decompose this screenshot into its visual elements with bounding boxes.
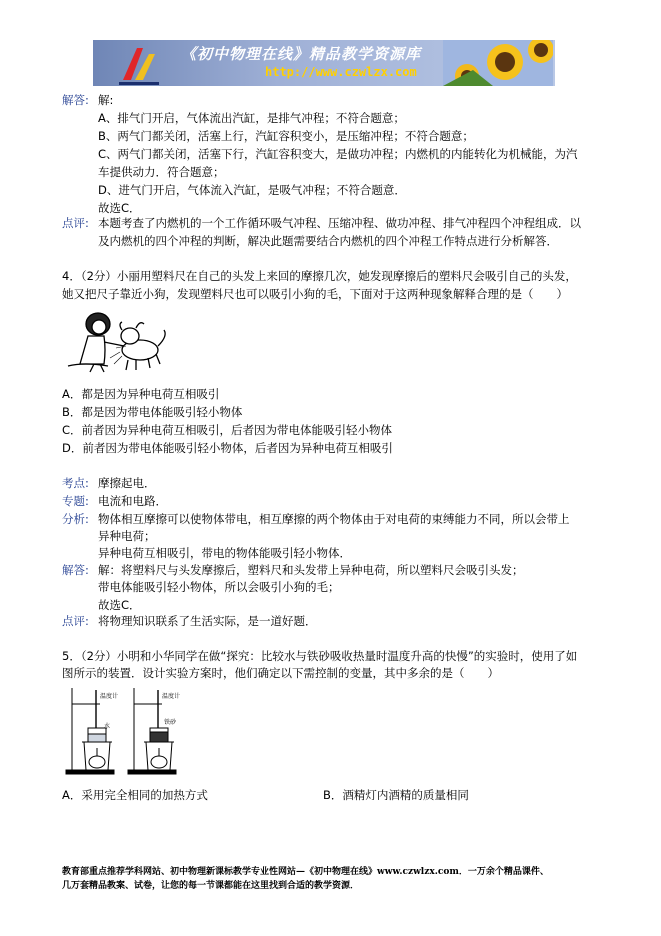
jieda-label: 解答: — [62, 563, 89, 577]
fenxi-line: 异种电荷； — [98, 529, 156, 543]
jieda-line: 带电体能吸引轻小物体，所以会吸引小狗的毛； — [98, 580, 340, 594]
question-4-stem: 她又把尺子靠近小狗，发现塑料尺也可以吸引小狗的毛，下面对于这两种现象解释合理的是（ ） — [62, 287, 568, 301]
option-c: C．前者因为异种电荷互相吸引，后者因为带电体能吸引轻小物体 — [62, 423, 393, 437]
footer-line: 教育部重点推荐学科网站、初中物理新课标教学专业性网站—《初中物理在线》www.czwlzx.com．一万余个精品课件、 — [62, 867, 549, 877]
figure-label: 水 — [104, 723, 111, 730]
answer-line: 故选C． — [98, 201, 141, 215]
kaodian-label: 考点: — [62, 476, 89, 490]
answer-line: C、两气门都关闭，活塞下行，汽缸容积变大，是做功冲程；内燃机的内能转化为机械能，为汽 — [98, 147, 578, 161]
question-4-stem: 4．（2分）小丽用塑料尺在自己的头发上来回的摩擦几次，她发现摩擦后的塑料尺会吸引自己的头发， — [62, 269, 577, 283]
zhuanti-text: 电流和电路． — [98, 494, 167, 508]
option-b: B．酒精灯内酒精的质量相同 — [323, 788, 469, 802]
comment-line: 本题考查了内燃机的一个工作循环吸气冲程、压缩冲程、做功冲程、排气冲程四个冲程组成．以 — [98, 216, 581, 230]
fenxi-line: 物体相互摩擦可以使物体带电，相互摩擦的两个物体由于对电荷的束缚能力不同，所以会带上 — [98, 512, 570, 526]
jieda-line: 故选C． — [98, 598, 141, 612]
footer-line: 几万套精品教案、试卷，让您的每一节课都能在这里找到合适的教学资源． — [62, 881, 360, 891]
answer-line: D、进气门开启，气体流入汽缸，是吸气冲程；不符合题意． — [98, 183, 406, 197]
fenxi-line: 异种电荷互相吸引，带电的物体能吸引轻小物体． — [98, 546, 351, 560]
jieda-line: 解：将塑料尺与头发摩擦后，塑料尺和头发带上异种电荷，所以塑料尺会吸引头发； — [98, 563, 524, 577]
option-a: A．都是因为异种电荷互相吸引 — [62, 387, 220, 401]
option-b: B．都是因为带电体能吸引轻小物体 — [62, 405, 243, 419]
figure-label: 温度计 — [162, 693, 181, 700]
site-title: 《初中物理在线》精品教学资源库 — [181, 45, 422, 63]
answer-intro: 解: — [98, 93, 114, 107]
answer-line: B、两气门都关闭，活塞上行，汽缸容积变小，是压缩冲程；不符合题意； — [98, 129, 474, 143]
figure-label: 铁砂 — [164, 719, 177, 726]
question-5-stem: 图所示的装置．设计实验方案时，他们确定以下需控制的变量，其中多余的是（ ） — [62, 666, 499, 680]
kaodian-text: 摩擦起电． — [98, 476, 156, 490]
experiment-apparatus-illustration — [64, 684, 184, 778]
option-d: D．前者因为带电体能吸引轻小物体，后者因为异种电荷互相吸引 — [62, 441, 393, 455]
figure-label: 温度计 — [100, 693, 119, 700]
comment-line: 及内燃机的四个冲程的判断，解决此题需要结合内燃机的四个冲程工作特点进行分析解答． — [98, 234, 558, 248]
header-banner — [93, 40, 555, 86]
answer-line: 车提供动力．符合题意； — [98, 165, 225, 179]
sunflower-icon — [443, 40, 553, 86]
answer-line: A、排气门开启，气体流出汽缸，是排气冲程；不符合题意； — [98, 111, 405, 125]
site-logo-icon — [115, 40, 175, 86]
answer-label: 解答: — [62, 93, 89, 107]
dianping-text: 将物理知识联系了生活实际，是一道好题． — [98, 614, 317, 628]
zhuanti-label: 专题: — [62, 494, 89, 508]
girl-and-dog-illustration — [64, 306, 174, 374]
question-5-stem: 5．（2分）小明和小华同学在做“探究：比较水与铁砂吸收热量时温度升高的快慢”的实验时，使用了如 — [62, 649, 578, 663]
comment-label: 点评: — [62, 216, 89, 230]
dianping-label: 点评: — [62, 614, 89, 628]
option-a: A．采用完全相同的加热方式 — [62, 788, 208, 802]
site-url[interactable]: http://www.czwlzx.com — [265, 65, 417, 79]
fenxi-label: 分析: — [62, 512, 89, 526]
